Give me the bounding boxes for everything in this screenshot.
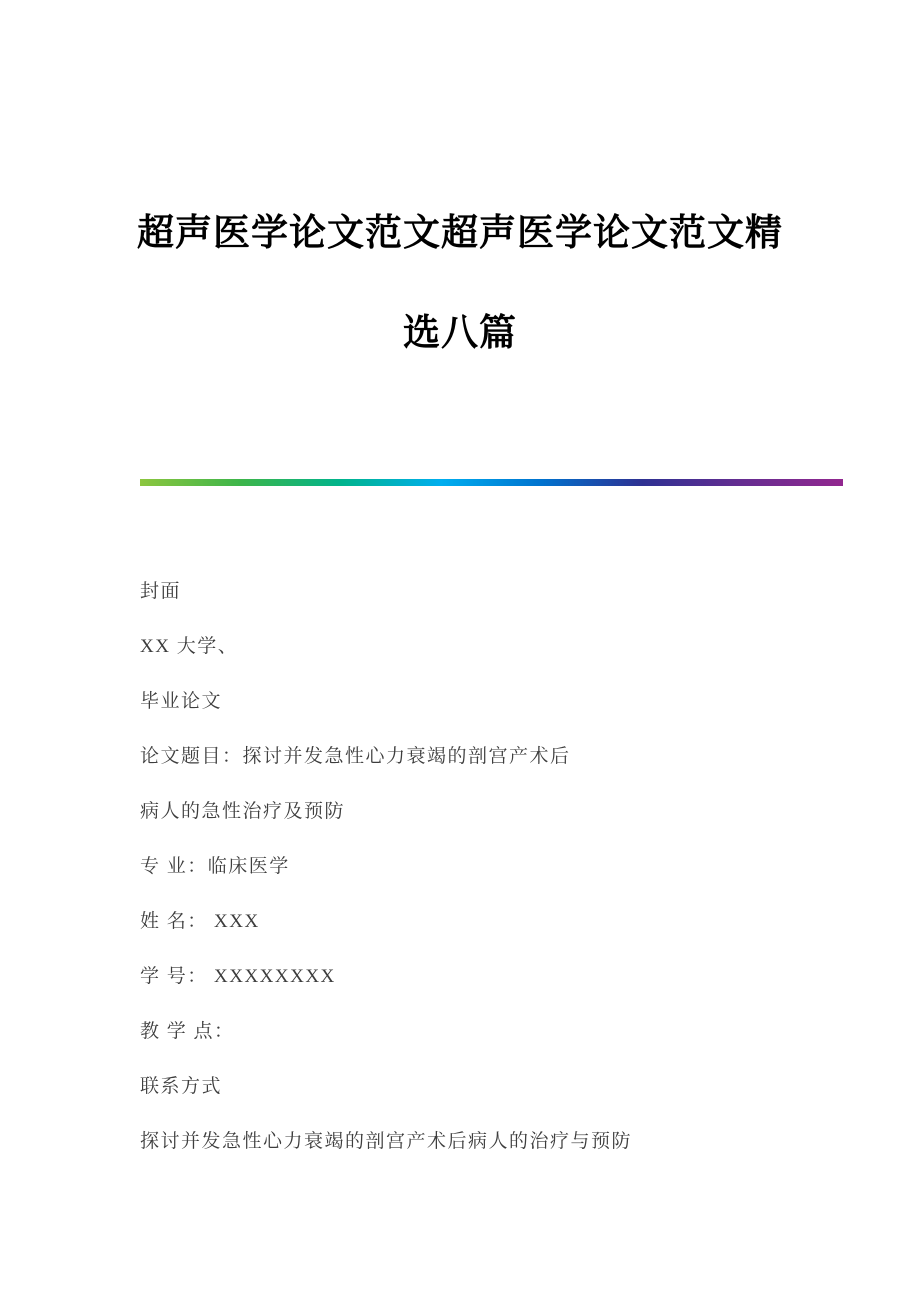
document-title (0, 0, 920, 355)
body-line-name: 姓 名： XXX (140, 911, 260, 932)
body-line-teaching-point: 教 学 点： (140, 1021, 235, 1042)
document-title-line-2: 选八篇 (403, 313, 517, 354)
body-line-student-id: 学 号： XXXXXXXX (140, 966, 336, 987)
body-line-major: 专 业：临床医学 (140, 856, 290, 877)
body-line-contact: 联系方式 (140, 1076, 223, 1097)
body-line-thesis-title-1: 论文题目：探讨并发急性心力衰竭的剖宫产术后 (140, 746, 571, 767)
body-line-thesis: 毕业论文 (140, 691, 223, 712)
body-line-thesis-title-2: 病人的急性治疗及预防 (140, 801, 346, 822)
body-line-abstract-title: 探讨并发急性心力衰竭的剖宫产术后病人的治疗与预防 (140, 1131, 633, 1152)
body-line-university: XX 大学、 (140, 636, 239, 657)
body-line-cover: 封面 (140, 581, 182, 602)
document-title-line-1: 超声医学论文范文超声医学论文范文精 (137, 213, 783, 254)
document-body (140, 486, 820, 1153)
gradient-divider (140, 479, 843, 486)
